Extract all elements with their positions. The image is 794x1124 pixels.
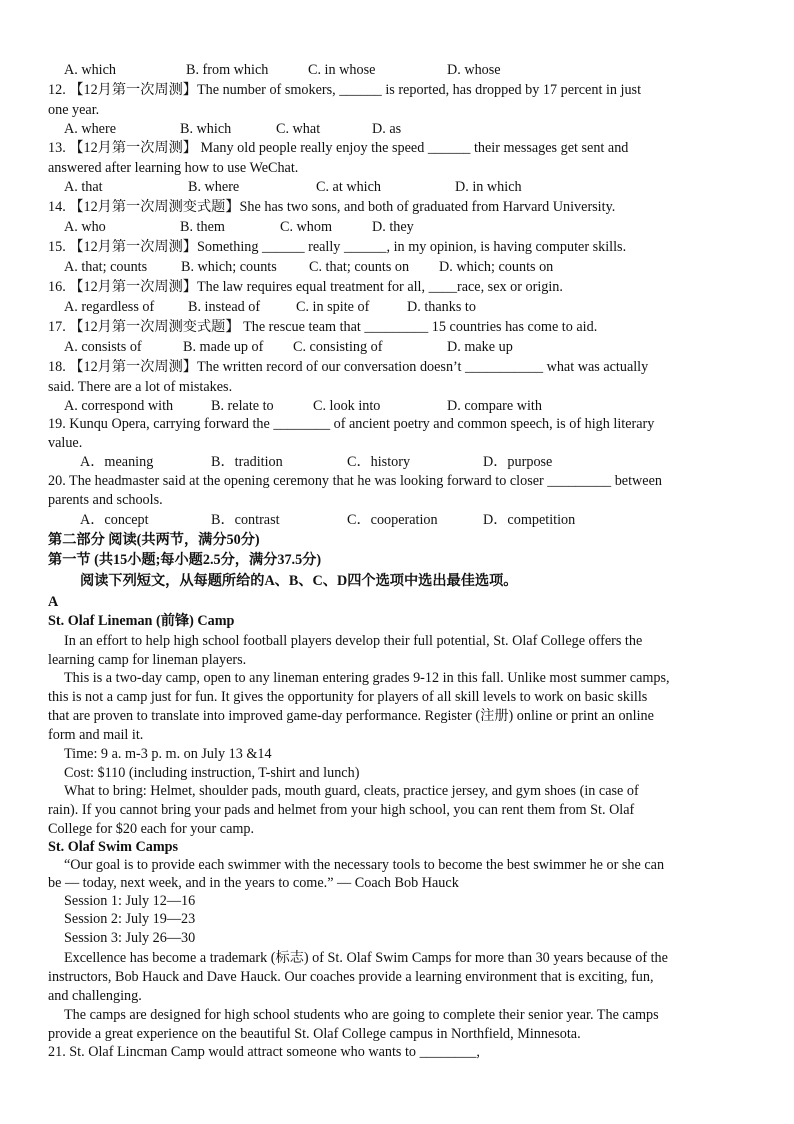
q15-option-c: C. that; counts on — [309, 259, 410, 275]
q19-option-b: B．tradition — [211, 454, 283, 470]
lineman-intro-line2: learning camp for lineman players. — [48, 652, 247, 668]
q12-option-c: C. what — [276, 121, 321, 137]
q12-option-d: D. as — [372, 121, 402, 137]
q18-stem-line1: 18. 【12月第一次周测】The written record of our conversation doesn’t ___________ what was actually — [48, 359, 649, 375]
q18-option-d: D. compare with — [447, 398, 542, 414]
swim-design-line2: provide a great experience on the beautiful St. Olaf College campus in Northfield, Minnesota. — [48, 1026, 581, 1042]
lineman-desc-line1: This is a two-day camp, open to any lineman entering grades 9-12 in this fall. Unlike most summer camps, — [64, 670, 670, 686]
q19-option-a: A．meaning — [80, 454, 154, 470]
q15-option-d: D. which; counts on — [439, 259, 554, 275]
q17-option-b: B. made up of — [183, 339, 264, 355]
q18-option-b: B. relate to — [211, 398, 274, 414]
swim-session-2: Session 2: July 19—23 — [64, 911, 196, 927]
swim-design-line1: The camps are designed for high school students who are going to complete their senior year. The camps — [64, 1007, 659, 1023]
q11-option-a: A. which — [64, 62, 117, 78]
q13-stem-line2: answered after learning how to use WeChat. — [48, 160, 299, 176]
q21-stem: 21. St. Olaf Lincman Camp would attract someone who wants to ________, — [48, 1044, 480, 1060]
q20-option-b: B．contrast — [211, 512, 280, 528]
lineman-time: Time: 9 a. m-3 p. m. on July 13 &14 — [64, 746, 272, 762]
q14-option-d: D. they — [372, 219, 414, 235]
q11-option-c: C. in whose — [308, 62, 376, 78]
q20-option-d: D．competition — [483, 512, 576, 528]
q14-option-a: A. who — [64, 219, 106, 235]
q12-stem-line1: 12. 【12月第一次周测】The number of smokers, ______ is reported, has dropped by 17 percent in just — [48, 82, 642, 98]
swim-excellence-line2: instructors, Bob Hauck and Dave Hauck. Our coaches provide a learning environment that is exciting, fun, — [48, 969, 654, 985]
lineman-bring-line1: What to bring: Helmet, shoulder pads, mouth guard, cleats, practice jersey, and gym shoes (in case of — [64, 783, 639, 799]
swim-excellence-line3: and challenging. — [48, 988, 142, 1004]
q20-stem-line2: parents and schools. — [48, 492, 163, 508]
lineman-bring-line2: rain). If you cannot bring your pads and helmet from your high school, you can rent them from St. Olaf — [48, 802, 635, 818]
lineman-desc-line3: that are proven to translate into improved game-day performance. Register (注册) online or print an online — [48, 708, 654, 724]
lineman-intro-line1: In an effort to help high school football players develop their full potential, St. Olaf College offers the — [64, 633, 643, 649]
q19-option-d: D．purpose — [483, 454, 553, 470]
q14-stem: 14. 【12月第一次周测变式题】She has two sons, and both of graduated from Harvard University. — [48, 199, 616, 215]
q12-option-b: B. which — [180, 121, 232, 137]
q13-option-c: C. at which — [316, 179, 382, 195]
part2-instruction: 阅读下列短文，从每题所给的A、B、C、D四个选项中选出最佳选项。 — [80, 573, 518, 589]
q13-option-b: B. where — [188, 179, 240, 195]
passage-label: A — [48, 594, 59, 610]
q16-stem: 16. 【12月第一次周测】The law requires equal treatment for all, ____race, sex or origin. — [48, 279, 563, 295]
q20-option-a: A．concept — [80, 512, 149, 528]
q16-option-d: D. thanks to — [407, 299, 476, 315]
q14-option-c: C. whom — [280, 219, 333, 235]
q20-stem-line1: 20. The headmaster said at the opening ceremony that he was looking forward to closer _________ between — [48, 473, 662, 489]
q18-stem-line2: said. There are a lot of mistakes. — [48, 379, 233, 395]
q19-option-c: C．history — [347, 454, 411, 470]
lineman-desc-line4: form and mail it. — [48, 727, 144, 743]
q13-option-a: A. that — [64, 179, 103, 195]
q15-stem: 15. 【12月第一次周测】Something ______ really ______, in my opinion, is having computer skills. — [48, 239, 627, 255]
q11-option-b: B. from which — [186, 62, 269, 78]
q17-stem: 17. 【12月第一次周测变式题】 The rescue team that _________ 15 countries has come to aid. — [48, 319, 598, 335]
lineman-bring-line3: College for $20 each for your camp. — [48, 821, 255, 837]
q17-option-d: D. make up — [447, 339, 513, 355]
lineman-desc-line2: this is not a camp just for fun. It gives the opportunity for players of all skill levels to work on basic skills — [48, 689, 648, 705]
lineman-cost: Cost: $110 (including instruction, T-shirt and lunch) — [64, 765, 360, 781]
q19-stem-line2: value. — [48, 435, 83, 451]
q12-option-a: A. where — [64, 121, 116, 137]
swim-session-1: Session 1: July 12—16 — [64, 893, 196, 909]
part2-heading: 第二部分 阅读(共两节，满分50分) — [48, 532, 260, 548]
q17-option-c: C. consisting of — [293, 339, 383, 355]
q11-option-d: D. whose — [447, 62, 501, 78]
q14-option-b: B. them — [180, 219, 225, 235]
q20-option-c: C．cooperation — [347, 512, 438, 528]
q16-option-a: A. regardless of — [64, 299, 155, 315]
q16-option-c: C. in spite of — [296, 299, 370, 315]
q16-option-b: B. instead of — [188, 299, 261, 315]
swim-excellence-line1: Excellence has become a trademark (标志) of St. Olaf Swim Camps for more than 30 years because of the — [64, 950, 668, 966]
swim-camps-title: St. Olaf Swim Camps — [48, 839, 179, 855]
q15-option-a: A. that; counts — [64, 259, 148, 275]
q13-option-d: D. in which — [455, 179, 522, 195]
q18-option-a: A. correspond with — [64, 398, 174, 414]
swim-quote-line2: be — today, next week, and in the years to come.” — Coach Bob Hauck — [48, 875, 459, 891]
part2-section-heading: 第一节 (共15小题;每小题2.5分，满分37.5分) — [48, 552, 322, 568]
q17-option-a: A. consists of — [64, 339, 142, 355]
lineman-camp-title: St. Olaf Lineman (前锋) Camp — [48, 613, 235, 629]
swim-quote-line1: “Our goal is to provide each swimmer with the necessary tools to become the best swimmer he or she can — [64, 857, 665, 873]
q18-option-c: C. look into — [313, 398, 381, 414]
q19-stem-line1: 19. Kunqu Opera, carrying forward the ________ of ancient poetry and common speech, is of high literary — [48, 416, 655, 432]
q13-stem-line1: 13. 【12月第一次周测】 Many old people really enjoy the speed ______ their messages get sent and — [48, 140, 629, 156]
swim-session-3: Session 3: July 26—30 — [64, 930, 196, 946]
q15-option-b: B. which; counts — [181, 259, 277, 275]
q12-stem-line2: one year. — [48, 102, 100, 118]
